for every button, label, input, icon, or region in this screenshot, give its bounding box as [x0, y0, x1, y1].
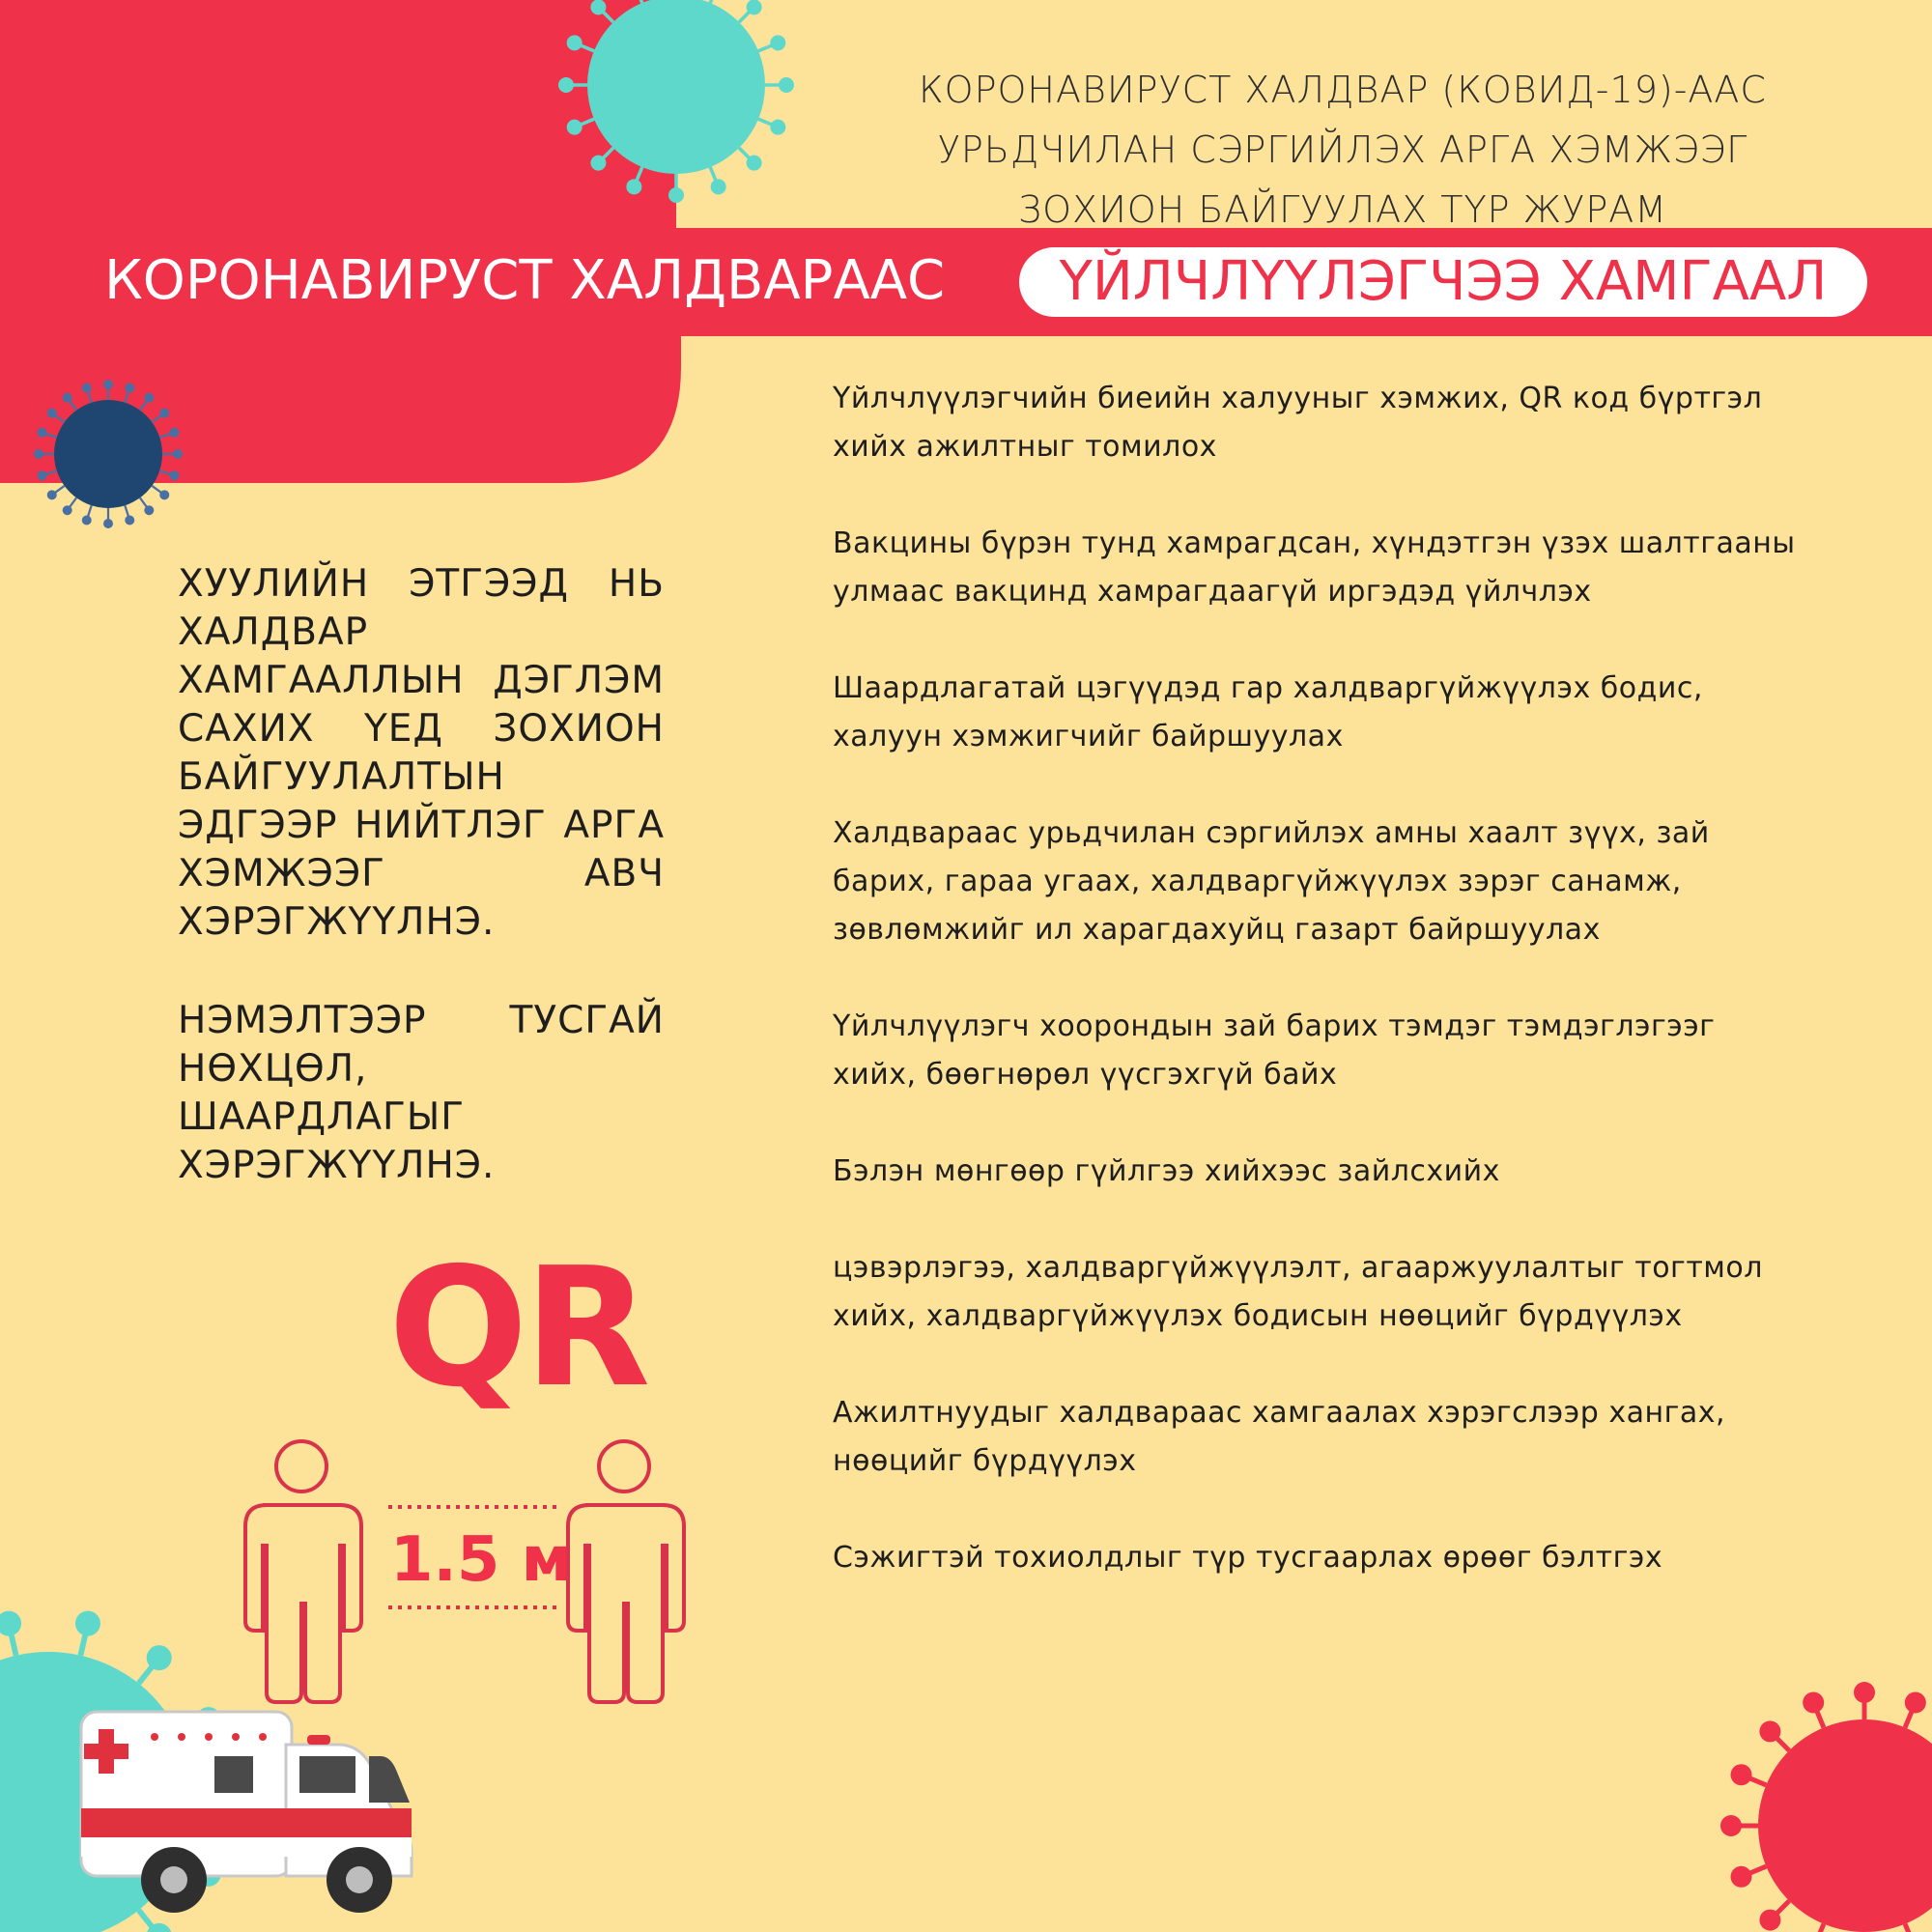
list-item-line: Үйлчлүүлэгч хоорондын зай барих тэмдэг тэмдэглэгээг	[833, 1009, 1716, 1043]
list-item	[833, 520, 1808, 616]
list-item-line: халуун хэмжигчийг байршуулах	[833, 720, 1344, 753]
list-item	[833, 1244, 1808, 1341]
list-item-line: барих, гараа угаах, халдваргүйжүүлэх зэрэг санамж,	[833, 865, 1682, 898]
list-item	[833, 1148, 1808, 1196]
subtitle-line: ЗОХИОН БАЙГУУЛАХ ТҮР ЖУРАМ	[1017, 188, 1668, 231]
document-subtitle	[831, 60, 1855, 240]
list-item-line: Вакцины бүрэн тунд хамрагдсан, хүндэтгэн үзэх шалтгааны	[833, 526, 1796, 560]
banner	[0, 228, 1932, 336]
list-item-line: Бэлэн мөнгөөр гүйлгээ хийхээс зайлсхийх	[833, 1154, 1500, 1188]
intro-block	[178, 560, 665, 1240]
list-item	[833, 1003, 1808, 1099]
intro-paragraph: ХУУЛИЙН ЭТГЭЭД НЬ ХАЛДВАР ХАМГААЛЛЫН ДЭГЛЭМ САХИХ ҮЕД ЗОХИОН БАЙГУУЛАЛТЫН ЭДГЭЭР НИЙТЛЭГ АРГА ХЭМЖЭЭГ АВЧ ХЭРЭГЖҮҮЛНЭ.	[178, 562, 665, 944]
qr-label: QR	[388, 1233, 647, 1424]
subtitle-line: УРЬДЧИЛАН СЭРГИЙЛЭХ АРГА ХЭМЖЭЭГ	[937, 128, 1748, 171]
virus-icon	[1720, 1682, 1932, 1932]
list-item-line: Ажилтнуудыг халдвараас хамгаалах хэрэгслээр хангах,	[833, 1396, 1726, 1430]
list-item-line: Шаардлагатай цэгүүдэд гар халдваргүйжүүлэх бодис,	[833, 671, 1703, 705]
measures-list	[833, 375, 1808, 1631]
list-item-line: цэвэрлэгээ, халдваргүйжүүлэлт, агааржуулалтыг тогтмол	[833, 1251, 1763, 1285]
red-blob	[0, 0, 676, 228]
list-item-line: хийх ажилтныг томилох	[833, 430, 1217, 464]
list-item	[833, 375, 1808, 471]
list-item-line: зөвлөмжийг ил харагдахуйц газарт байршуулах	[833, 913, 1601, 947]
list-item-line: Халдвараас урьдчилан сэргийлэх амны хаалт зүүх, зай	[833, 816, 1710, 850]
list-item	[833, 810, 1808, 954]
person-icon	[568, 1441, 684, 1702]
banner-title: КОРОНАВИРУСТ ХАЛДВАРААС	[104, 249, 946, 312]
subtitle-line: КОРОНАВИРУСТ ХАЛДВАР (КОВИД-19)-ААС	[919, 69, 1767, 111]
person-icon	[245, 1441, 361, 1702]
distance-label: 1.5 м	[390, 1524, 572, 1596]
list-item-line: Үйлчлүүлэгчийн биеийн халууныг хэмжих, QR код бүртгэл	[833, 382, 1763, 415]
list-item-line: улмаас вакцинд хамрагдаагүй иргэдэд үйлчлэх	[833, 575, 1592, 609]
list-item	[833, 1534, 1808, 1582]
intro-paragraph: НЭМЭЛТЭЭР ТУСГАЙ НӨХЦӨЛ, ШААРДЛАГЫГ ХЭРЭГЖҮҮЛНЭ.	[178, 999, 665, 1187]
list-item-line: Сэжигтэй тохиолдлыг түр тусгаарлах өрөөг бэлтгэх	[833, 1541, 1663, 1575]
list-item	[833, 665, 1808, 761]
list-item-line: хийх, халдваргүйжүүлэх бодисын нөөцийг бүрдүүлэх	[833, 1299, 1683, 1333]
list-item-line: нөөцийг бүрдүүлэх	[833, 1444, 1137, 1478]
list-item-line: хийх, бөөгнөрөл үүсгэхгүй байх	[833, 1058, 1338, 1092]
list-item	[833, 1389, 1808, 1486]
banner-highlight: ҮЙЛЧЛҮҮЛЭГЧЭЭ ХАМГААЛ	[1019, 247, 1867, 317]
